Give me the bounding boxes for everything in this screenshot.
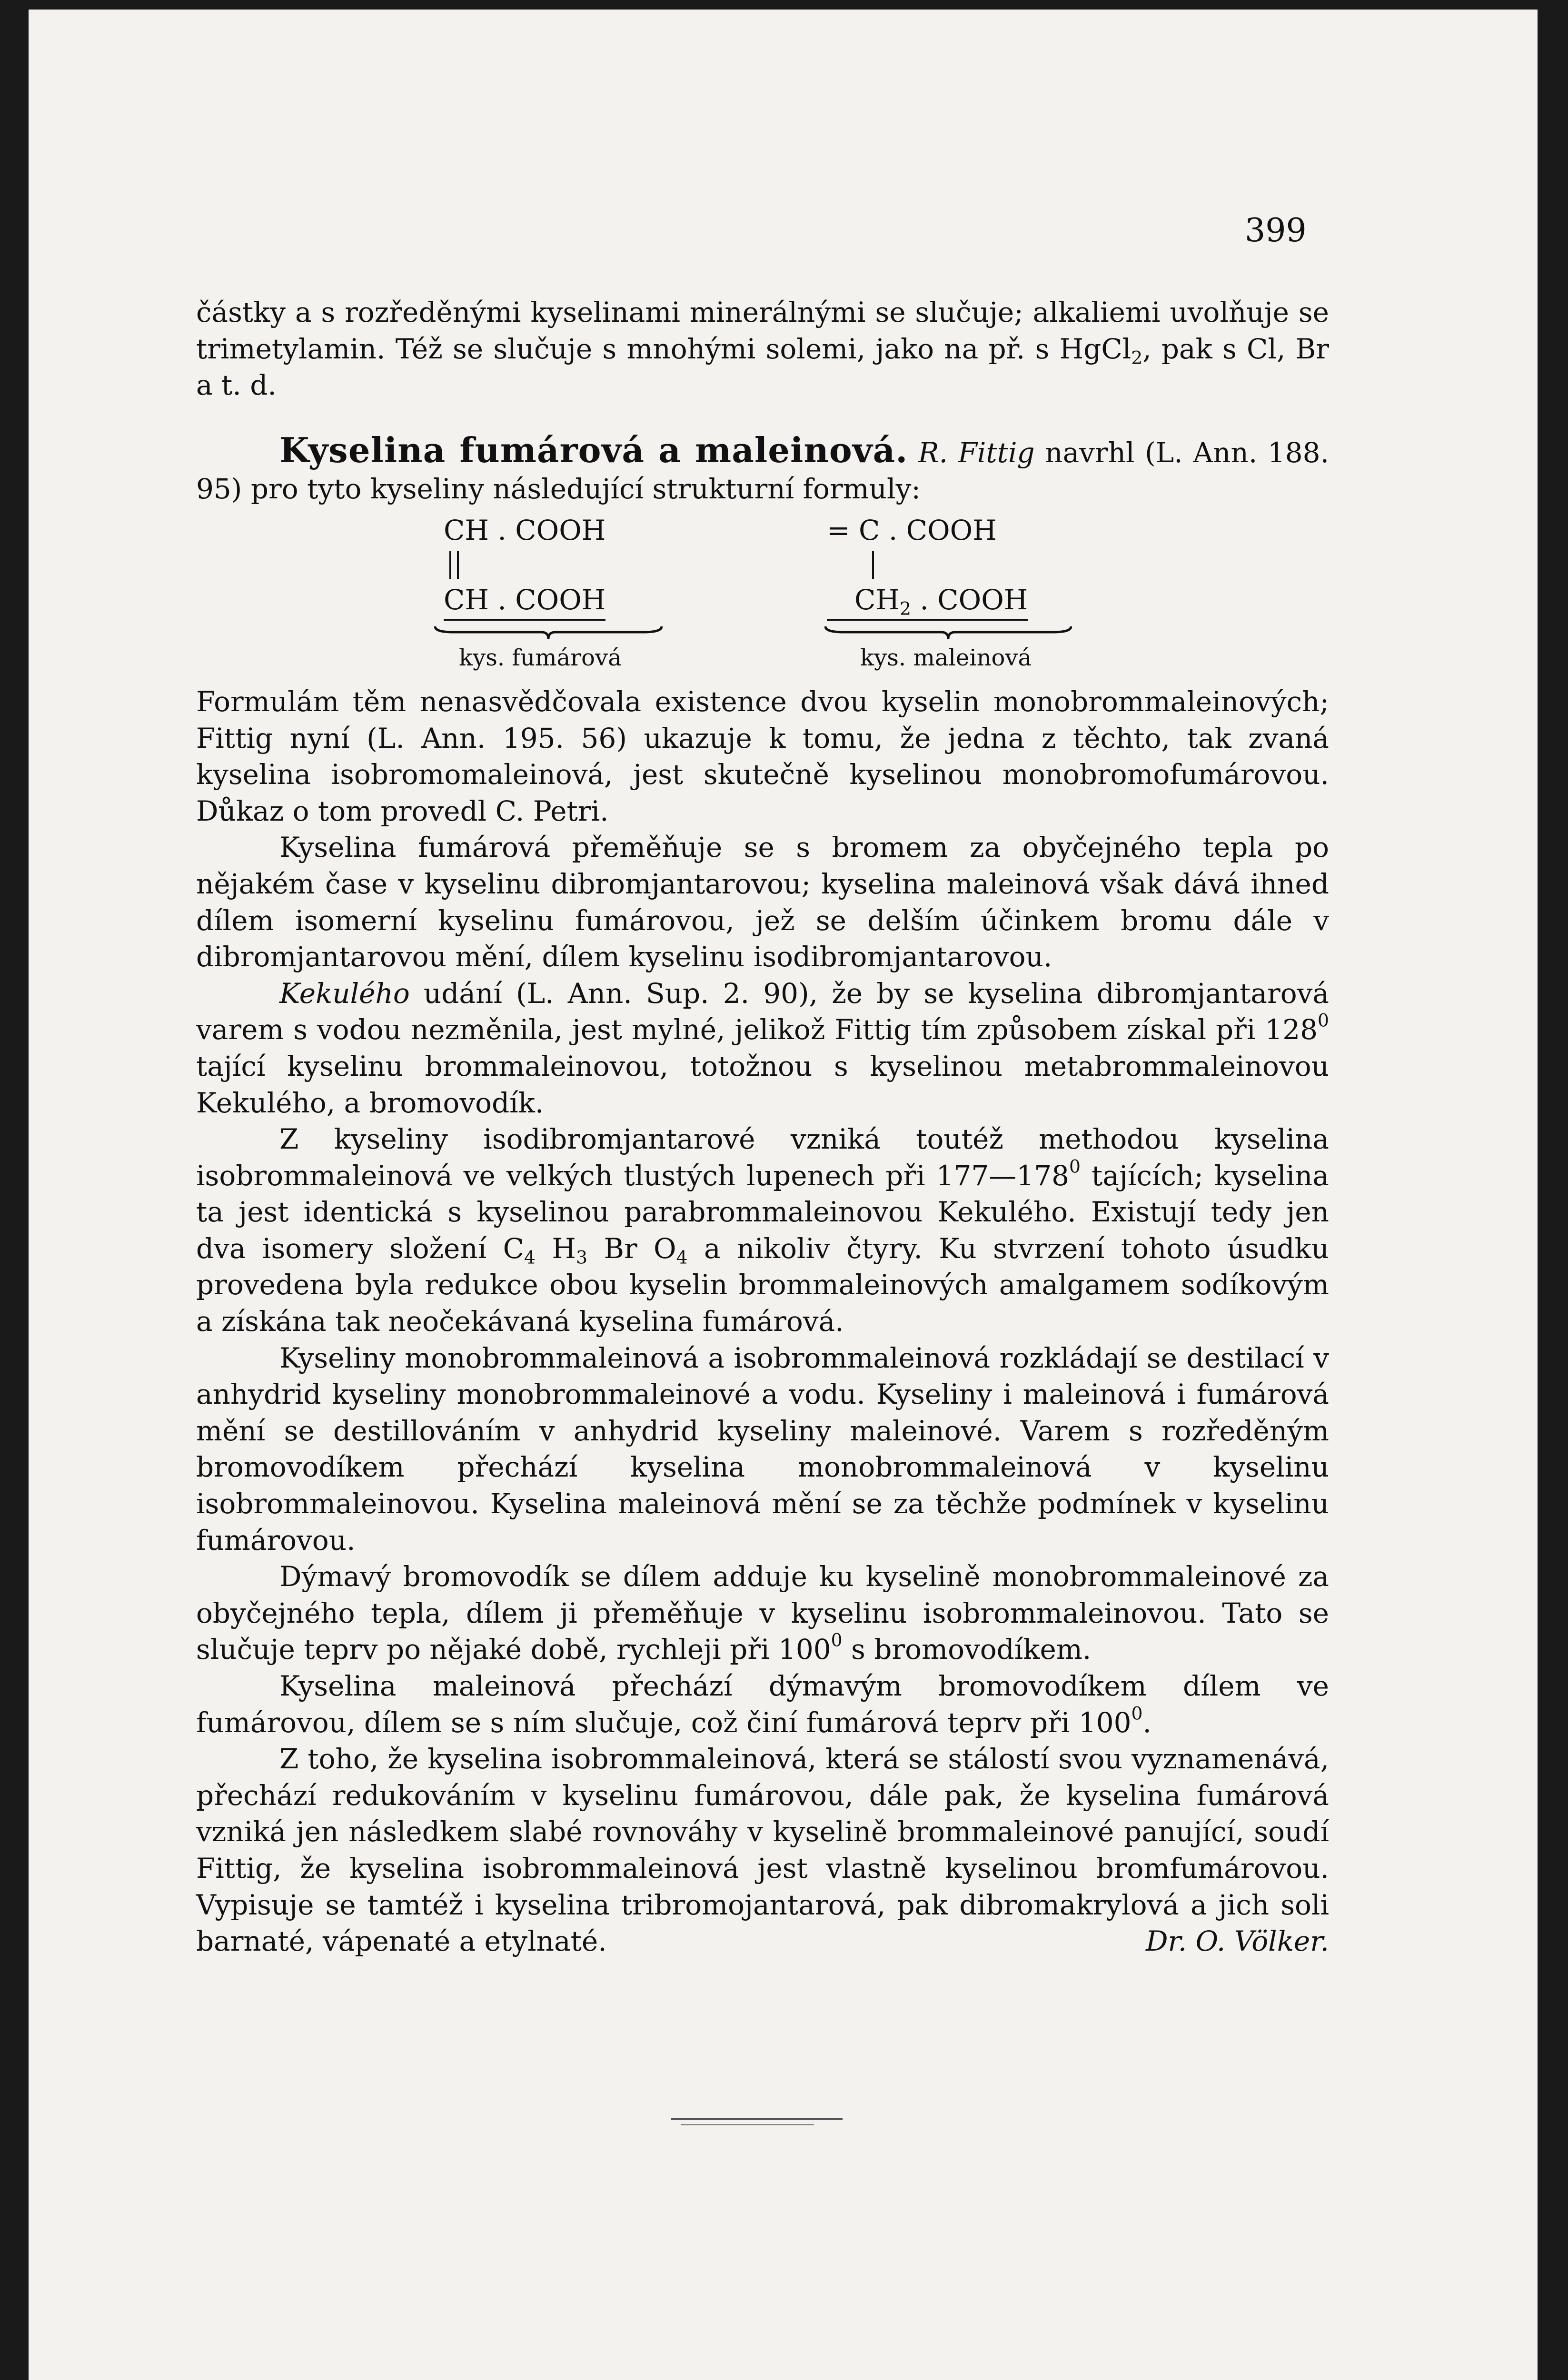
signature: Dr. O. Völker. bbox=[1145, 1925, 1329, 1958]
paragraph-6: Dýmavý bromovodík se dílem adduje ku kyselině monobrommaleinové za obyčejného tepla, dílem ji přeměňuje v kyselinu isobrommaleinovou. Tato se slučuje teprv po nějaké době, rychleji při $100^0$ s bromovodíkem. bbox=[196, 1560, 1329, 1666]
article-text bbox=[196, 294, 1329, 1960]
fumaric-caption: kys. fumárová bbox=[459, 644, 622, 671]
maleic-caption: kys. maleinová bbox=[860, 644, 1032, 671]
author-kekule: Kekulého bbox=[279, 977, 410, 1010]
paragraph-3: Kekulého udání (L. Ann. Sup. 2. 90), že by se kyselina dibromjantarová varem s vodou nezměnila, jest mylné, jelikož Fittig tím způsobem získal při $128^0$ tající kyselinu brommaleinovou, totožnou s kyselinou metabrommaleinovou Kekulého, a bromovodík. bbox=[196, 977, 1329, 1119]
heading-paragraph: Kyselina fumárová a maleinová. R. Fittig navrhl (L. Ann. 188. 95) pro tyto kyseliny následující strukturní formuly: bbox=[196, 429, 1330, 506]
maleic-brace bbox=[824, 625, 1072, 640]
paragraph-2: Kyselina fumárová přeměňuje se s bromem za obyčejného tepla po nějakém čase v kyselinu dibromjantarovou; kyselina maleinová však dává ihned dílem isomerní kyselinu fumárovou, jež se delším účinkem bromu dále v dibromjantarovou mění, dílem kyselinu isodibromjantarovou. bbox=[196, 831, 1329, 973]
paragraph-4: Z kyseliny isodibromjantarové vzniká toutéž methodou kyselina isobrommaleinová ve velkých tlustých lupenech při $177—178^0$ tajících; kyselina ta jest identická s kyselinou parabrommaleinovou Kekulého. Existují tedy jen dva isomery složení $C_4$ $H_3$ Br $O_4$ a nikoliv čtyry. Ku stvrzení tohoto úsudku provedena byla redukce obou kyselin brommaleinových amalgamem sodíkovým a získána tak neočekávaná kyselina fumárová. bbox=[196, 1123, 1329, 1338]
intro-paragraph: částky a s rozředěnými kyselinami minerálnými se slučuje; alkaliemi uvolňuje se trimetylamin. Též se slučuje s mnohými solemi, jako na př. s HgCl$_2$, pak s Cl, Br a t. d. bbox=[196, 296, 1330, 402]
fumaric-formula: CH . COOH CH . COOH bbox=[444, 512, 605, 621]
structural-formulas bbox=[196, 512, 1329, 684]
paragraph-8: Z toho, že kyselina isobrommaleinová, která se stálostí svou vyznamenává, přechází redukováním v kyselinu fumárovou, dále pak, že kyselina fumárová vzniká jen následkem slabé rovnováhy v kyselině brommaleinové panující, soudí Fittig, že kyselina isobrommaleinová jest vlastně kyselinou bromfumárovou. Vypisuje se tamtéž i kyselina tribromojantarová, pak dibromakrylová a jich soli barnaté, vápenaté a etylnaté. Dr. O. Völker. bbox=[196, 1741, 1329, 1960]
end-rule-secondary bbox=[681, 2124, 814, 2125]
author-fittig: R. Fittig bbox=[918, 436, 1035, 469]
single-bond bbox=[872, 551, 874, 579]
paragraph-1: Formulám těm nenasvědčovala existence dvou kyselin monobrommaleinových; Fittig nyní (L. Ann. 195. 56) ukazuje k tomu, že jedna z těchto, tak zvaná kyselina isobromomaleinová, jest skutečně kyselinou monobromofumárovou. Důkaz o tom provedl C. Petri. bbox=[196, 685, 1329, 827]
end-rule bbox=[671, 2118, 843, 2120]
double-bond bbox=[449, 551, 459, 579]
paragraph-5: Kyseliny monobrommaleinová a isobrommaleinová rozkládají se destilací v anhydrid kyseliny monobrommaleinové a vodu. Kyseliny i maleinová i fumárová mění se destillováním v anhydrid kyseliny maleinové. Varem s rozředěným bromovodíkem přechází kyselina monobrommaleinová v kyselinu isobrommaleinovou. Kyselina maleinová mění se za těchže podmínek v kyselinu fumárovou. bbox=[196, 1341, 1329, 1557]
fumaric-brace bbox=[434, 625, 663, 640]
section-heading: Kyselina fumárová a maleinová. bbox=[279, 429, 908, 470]
paragraph-7: Kyselina maleinová přechází dýmavým bromovodíkem dílem ve fumárovou, dílem se s ním slučuje, což činí fumárová teprv při $100^0$. bbox=[196, 1670, 1329, 1739]
page-number: 399 bbox=[1245, 212, 1307, 249]
maleic-formula: = C . COOH $CH_2$ . COOH bbox=[827, 512, 1028, 621]
